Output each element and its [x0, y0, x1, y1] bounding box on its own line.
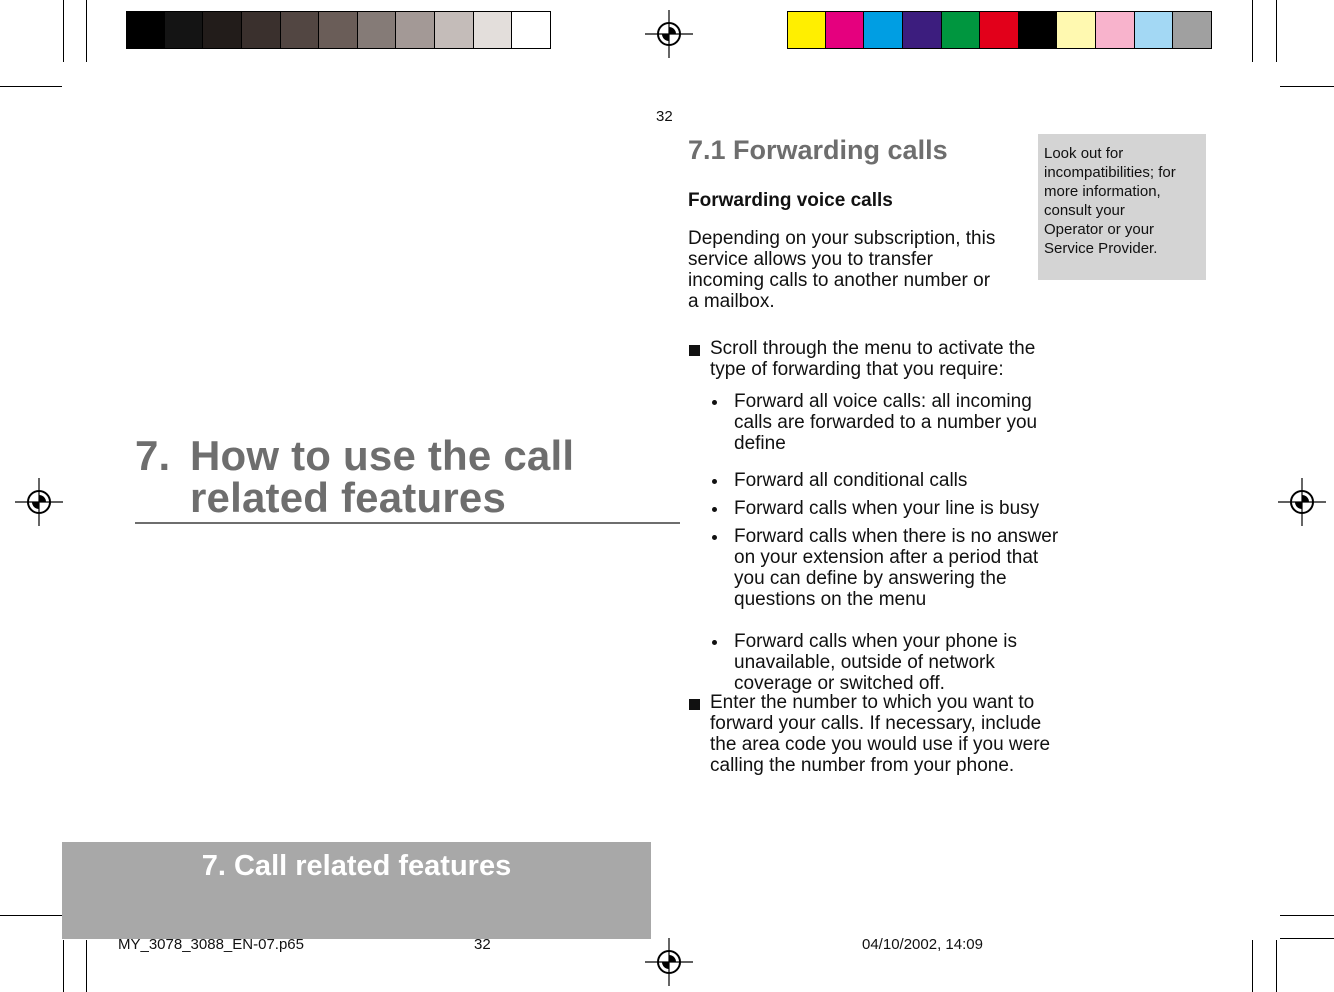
section-title: 7.1 Forwarding calls	[688, 135, 948, 165]
intro-line: a mailbox.	[688, 291, 775, 312]
chapter-title-line2: related features	[190, 474, 507, 521]
chapter-title	[135, 432, 575, 521]
option-item	[734, 526, 1058, 610]
option-line: on your extension after a period that	[734, 547, 1039, 568]
option-line: Forward calls when your line is busy	[734, 498, 1040, 519]
slug-page: 32	[474, 936, 491, 953]
color-swatch	[435, 12, 474, 48]
option-line: Forward all conditional calls	[734, 470, 968, 491]
note-line: Look out for	[1044, 145, 1124, 162]
registration-mark-icon	[1278, 478, 1326, 526]
option-item	[734, 391, 1037, 454]
step-line: Scroll through the menu to activate the	[710, 338, 1036, 359]
step-line: calling the number from your phone.	[710, 755, 1015, 776]
intro-line: incoming calls to another number or	[688, 270, 991, 291]
color-swatch	[1096, 12, 1135, 48]
sidebar-note	[1038, 134, 1206, 280]
color-calibration-bar	[787, 11, 1212, 49]
option-item	[734, 470, 967, 491]
round-bullet-icon	[712, 479, 717, 484]
round-bullet-icon	[712, 507, 717, 512]
chapter-title-line1: How to use the call	[190, 432, 575, 479]
step-line: the area code you would use if you were	[710, 734, 1051, 755]
registration-mark-icon	[645, 10, 693, 58]
option-item	[734, 631, 1017, 694]
note-line: incompatibilities; for	[1044, 164, 1176, 181]
color-swatch	[165, 12, 204, 48]
color-swatch	[826, 12, 865, 48]
round-bullet-icon	[712, 535, 717, 540]
footer-band-title: 7. Call related features	[201, 850, 512, 882]
note-line: more information,	[1044, 183, 1161, 200]
note-line: Service Provider.	[1044, 240, 1158, 257]
note-line: Operator or your	[1044, 221, 1155, 238]
color-swatch	[864, 12, 903, 48]
registration-mark-icon	[15, 478, 63, 526]
chapter-number: 7.	[135, 432, 171, 479]
footer-band	[62, 842, 651, 939]
color-swatch	[512, 12, 551, 48]
square-bullet-icon	[689, 345, 700, 356]
registration-mark-icon	[645, 938, 693, 986]
subsection-heading: Forwarding voice calls	[688, 190, 893, 211]
option-line: calls are forwarded to a number you	[734, 412, 1038, 433]
option-line: questions on the menu	[734, 589, 927, 610]
option-line: Forward calls when your phone is	[734, 631, 1018, 652]
color-swatch	[203, 12, 242, 48]
step-item	[710, 692, 1050, 776]
slug-filename: MY_3078_3088_EN-07.p65	[118, 936, 304, 953]
color-swatch	[242, 12, 281, 48]
option-line: unavailable, outside of network	[734, 652, 995, 673]
intro-paragraph	[688, 228, 995, 312]
color-swatch	[1135, 12, 1174, 48]
step-line: type of forwarding that you require:	[710, 359, 1004, 380]
color-swatch	[1057, 12, 1096, 48]
color-swatch	[126, 12, 165, 48]
color-swatch	[1173, 12, 1212, 48]
chapter-rule	[135, 522, 680, 524]
step-line: Enter the number to which you want to	[710, 692, 1035, 713]
color-swatch	[787, 12, 826, 48]
option-line: coverage or switched off.	[734, 673, 945, 694]
color-swatch	[319, 12, 358, 48]
round-bullet-icon	[712, 640, 717, 645]
color-swatch	[903, 12, 942, 48]
slug-datetime: 04/10/2002, 14:09	[862, 936, 983, 953]
step-item	[710, 338, 1035, 380]
option-line: Forward all voice calls: all incoming	[734, 391, 1032, 412]
color-swatch	[942, 12, 981, 48]
color-swatch	[1019, 12, 1058, 48]
grayscale-calibration-bar	[126, 11, 551, 49]
step-line: forward your calls. If necessary, include	[710, 713, 1042, 734]
option-line: Forward calls when there is no answer	[734, 526, 1059, 547]
color-swatch	[358, 12, 397, 48]
color-swatch	[474, 12, 513, 48]
round-bullet-icon	[712, 400, 717, 405]
color-swatch	[980, 12, 1019, 48]
note-line: consult your	[1044, 202, 1125, 219]
color-swatch	[281, 12, 320, 48]
square-bullet-icon	[689, 699, 700, 710]
intro-line: service allows you to transfer	[688, 249, 933, 270]
option-line: define	[734, 433, 786, 454]
intro-line: Depending on your subscription, this	[688, 228, 996, 249]
page-number: 32	[656, 108, 673, 125]
option-line: you can define by answering the	[734, 568, 1007, 589]
color-swatch	[396, 12, 435, 48]
option-item	[734, 498, 1039, 519]
